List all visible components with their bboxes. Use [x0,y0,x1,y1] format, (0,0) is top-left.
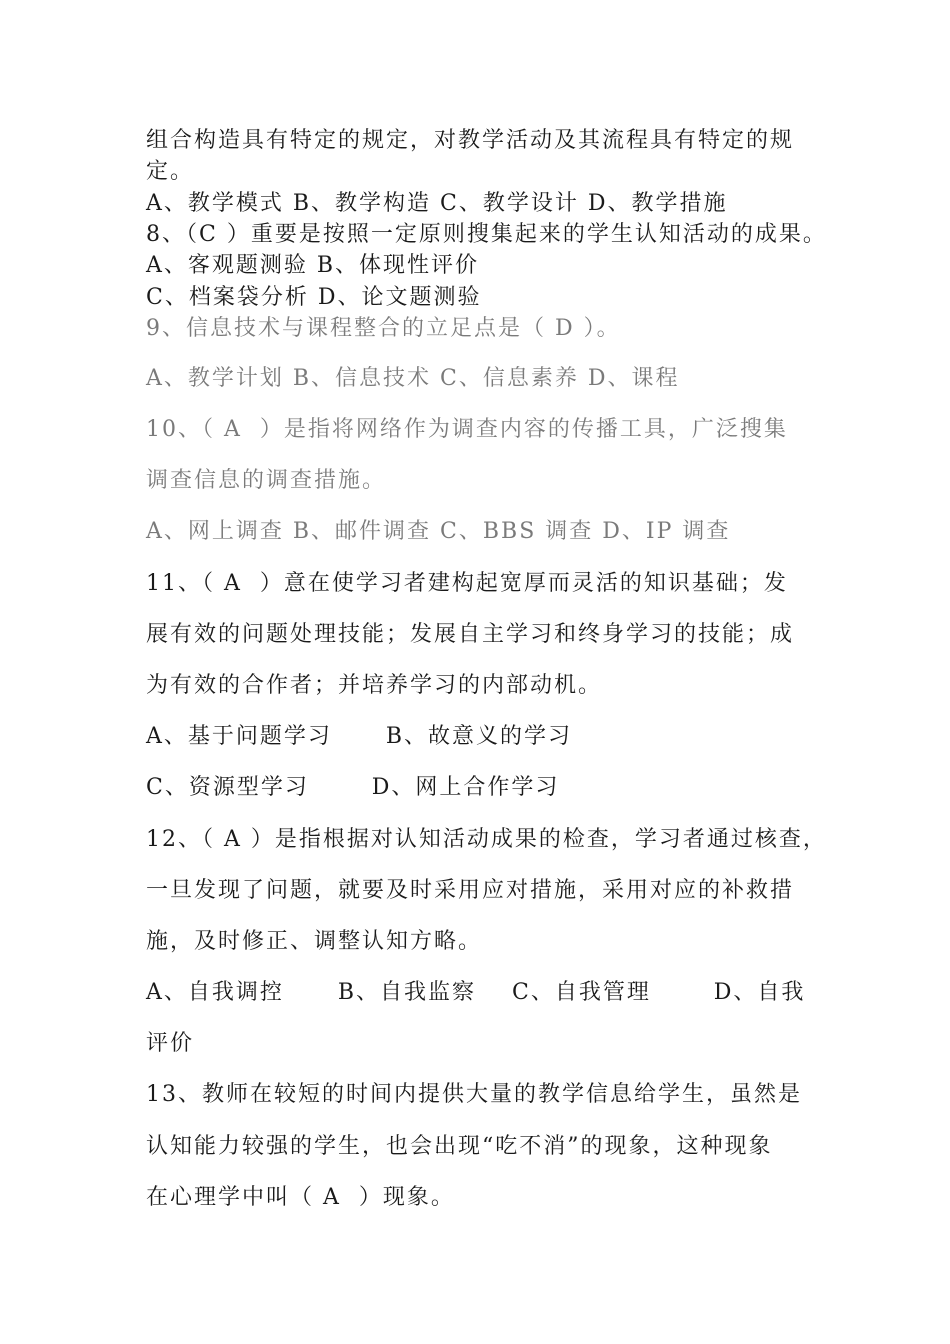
option-line: A、自我调控 B、自我监察 C、自我管理 D、自我 [146,980,806,1005]
option-line: A、客观题测验 B、体现性评价 [146,253,480,278]
text-line: 组合构造具有特定的规定，对教学活动及其流程具有特定的规 [146,128,795,153]
option-line: A、网上调查 B、邮件调查 C、BBS 调查 D、IP 调查 [146,519,731,544]
text-line: 在心理学中叫（ A ）现象。 [146,1185,455,1210]
question-line: 10、（ A ）是指将网络作为调查内容的传播工具，广泛搜集 [146,417,788,442]
question-line: 12、（ A ）是指根据对认知活动成果的检查，学习者通过核查， [146,827,827,852]
question-line: 11、（ A ）意在使学习者建构起宽厚而灵活的知识基础；发 [146,571,788,596]
text-line: 调查信息的调查措施。 [146,468,387,493]
text-line: 施，及时修正、调整认知方略。 [146,929,483,954]
text-line: 展有效的问题处理技能；发展自主学习和终身学习的技能；成 [146,622,795,647]
question-line: 13、教师在较短的时间内提供大量的教学信息给学生，虽然是 [146,1082,802,1107]
option-line: C、档案袋分析 D、论文题测验 [146,285,482,310]
text-line: 一旦发现了问题，就要及时采用应对措施，采用对应的补救措 [146,878,795,903]
question-line: 8、（C ）重要是按照一定原则搜集起来的学生认知活动的成果。 [146,222,827,247]
text-line: 认知能力较强的学生，也会出现“吃不消”的现象，这种现象 [146,1134,773,1159]
option-line: 评价 [146,1031,195,1056]
option-line: C、资源型学习 D、网上合作学习 [146,775,560,800]
option-line: A、教学计划 B、信息技术 C、信息素养 D、课程 [146,366,680,391]
question-line: 9、信息技术与课程整合的立足点是（ D ）。 [146,316,621,341]
text-line: 定。 [146,159,195,184]
option-line: A、基于问题学习 B、故意义的学习 [146,724,573,749]
option-line: A、教学模式 B、教学构造 C、教学设计 D、教学措施 [146,191,728,216]
text-line: 为有效的合作者；并培养学习的内部动机。 [146,673,603,698]
